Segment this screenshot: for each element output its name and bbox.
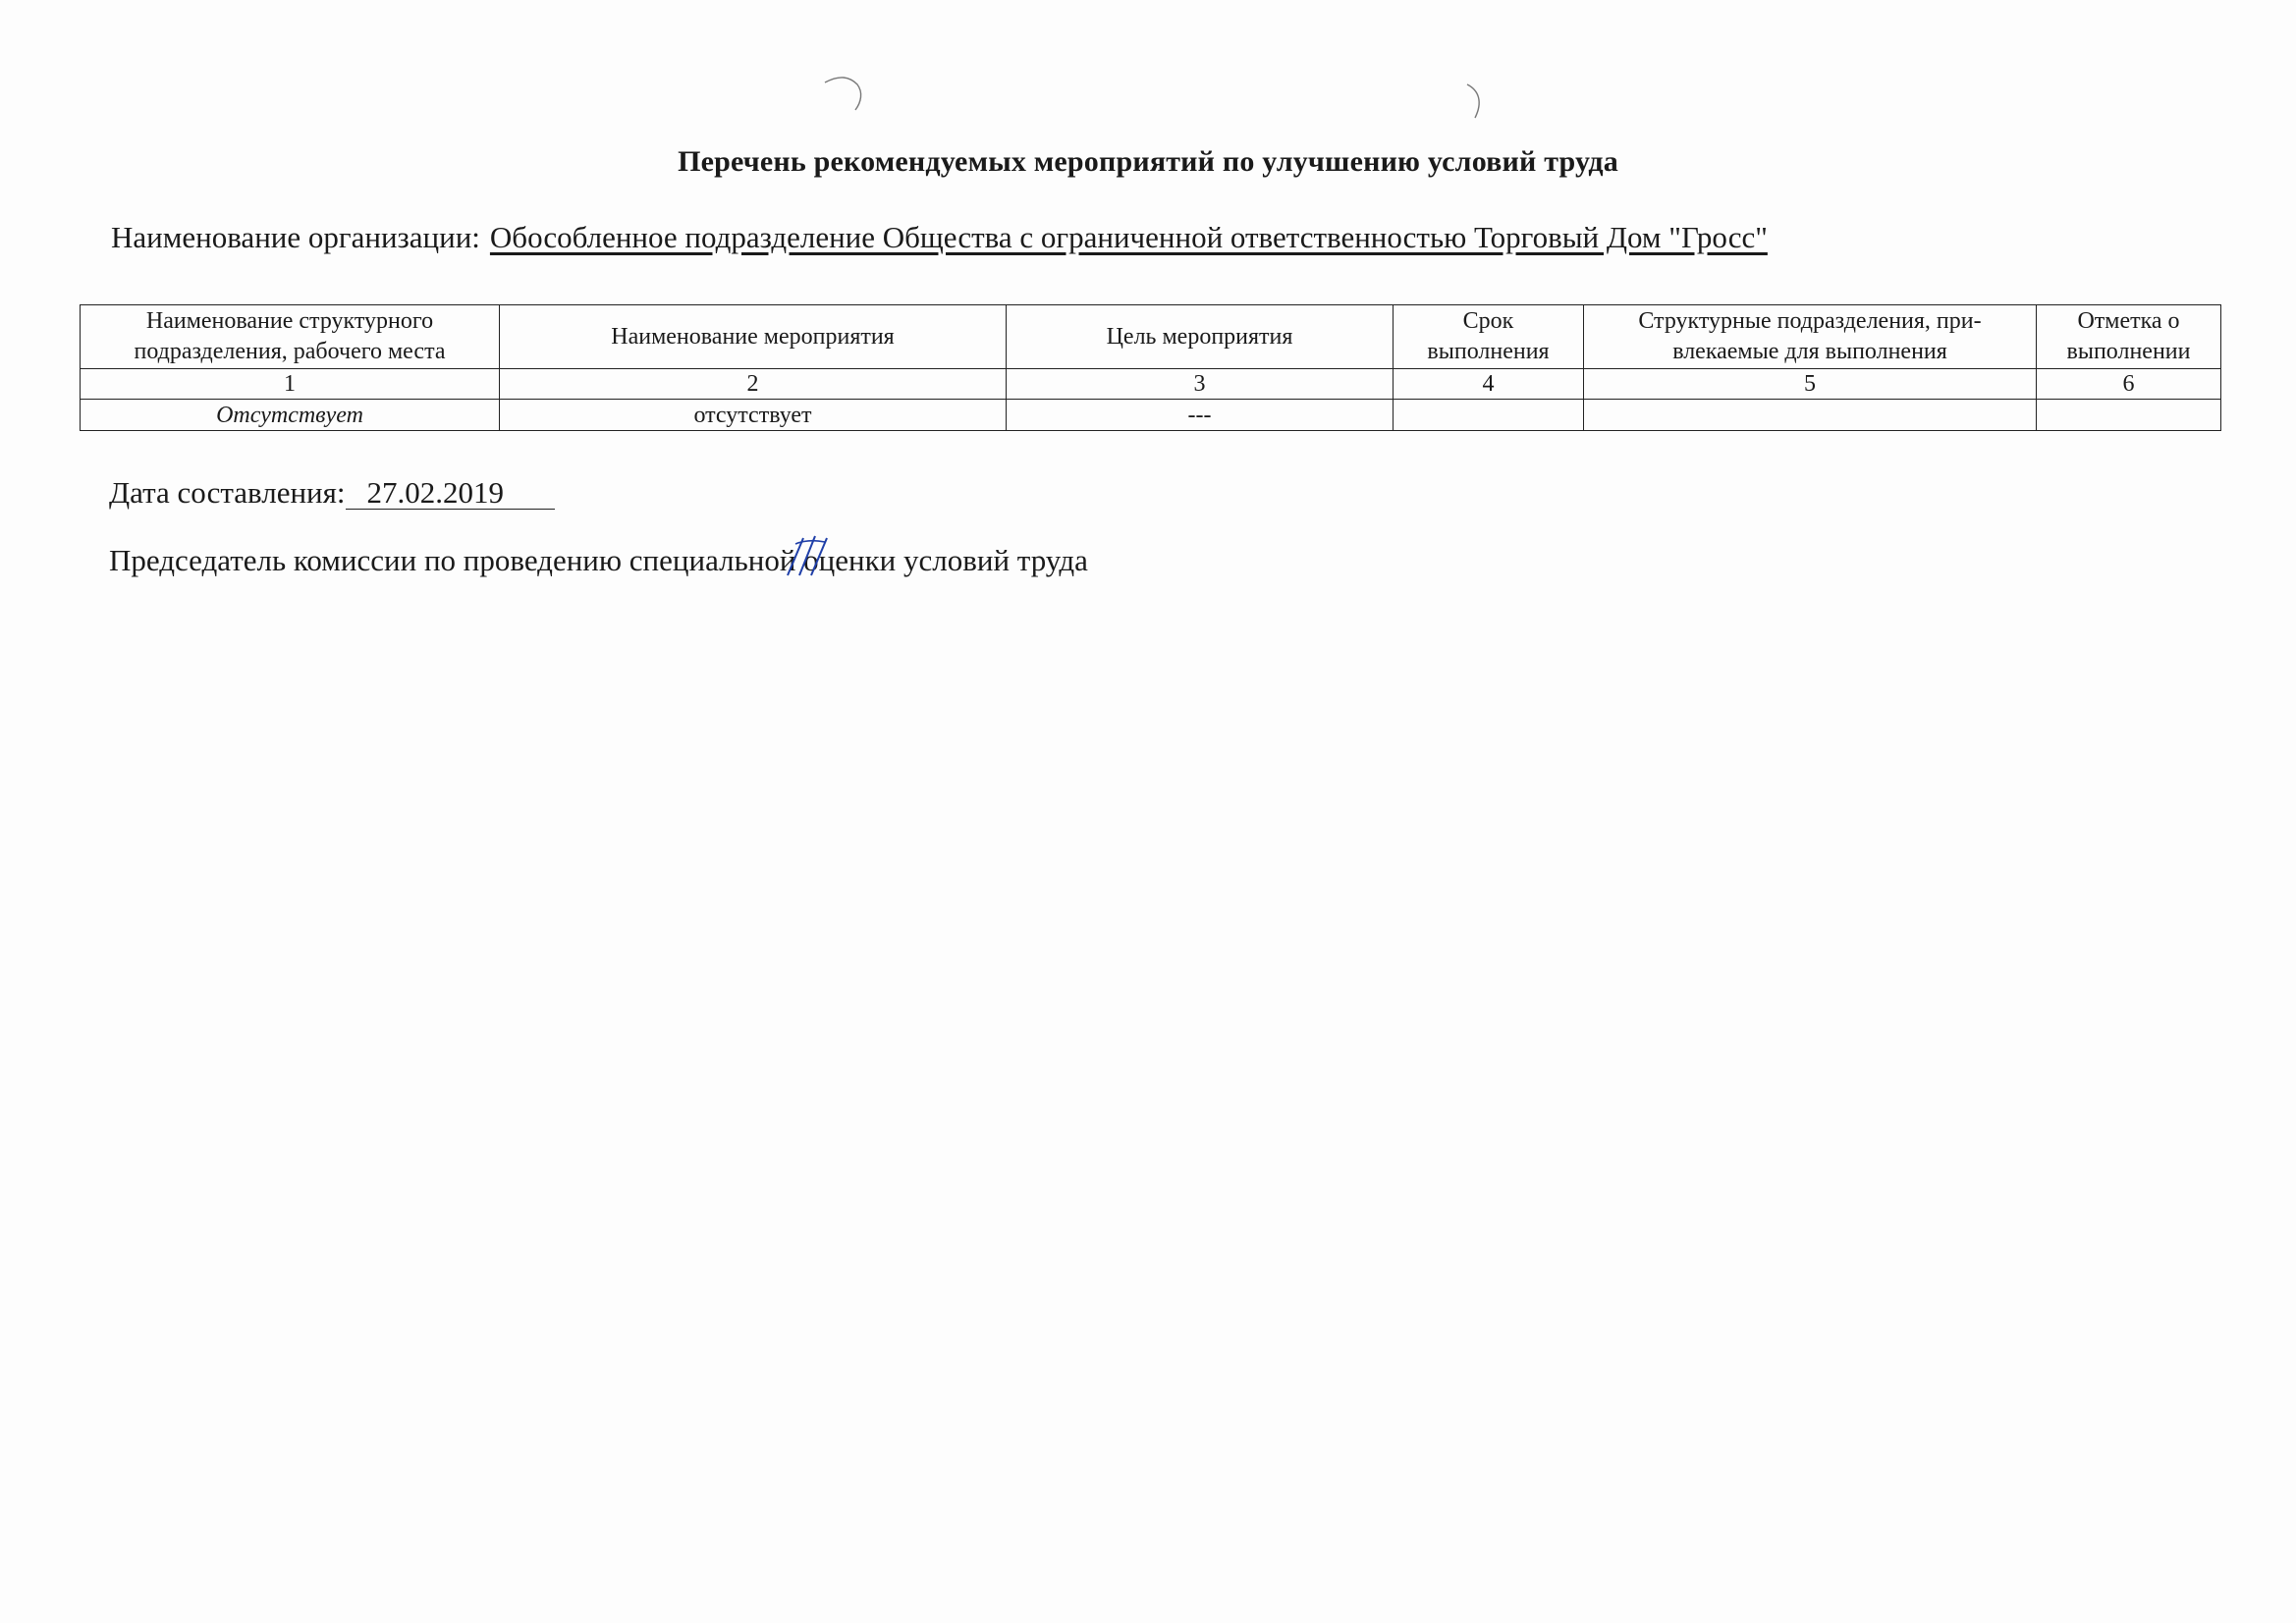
header-cell-completion: Отметка о выполнении xyxy=(2037,305,2221,369)
signature-mark xyxy=(782,530,841,579)
column-number: 4 xyxy=(1394,369,1584,400)
date-value: 27.02.2019 xyxy=(346,477,556,510)
organization-label: Наименование организации: xyxy=(111,220,480,254)
header-cell-deadline: Срок выполнения xyxy=(1394,305,1584,369)
column-number: 1 xyxy=(81,369,500,400)
header-cell-measure: Наименование мероприятия xyxy=(500,305,1007,369)
table-header-row xyxy=(81,305,2221,369)
cell-deadline xyxy=(1394,400,1584,431)
scan-mark-right xyxy=(1461,79,1491,123)
header-cell-unit: Наименование структурного подразделения, рабочего места xyxy=(81,305,500,369)
column-number: 2 xyxy=(500,369,1007,400)
column-number: 3 xyxy=(1007,369,1394,400)
cell-departments xyxy=(1584,400,2037,431)
column-number: 5 xyxy=(1584,369,2037,400)
document-title: Перечень рекомендуемых мероприятий по улучшению условий труда xyxy=(678,145,1618,178)
header-cell-goal: Цель мероприятия xyxy=(1007,305,1394,369)
column-number: 6 xyxy=(2037,369,2221,400)
chairman-line: Председатель комиссии по проведению специальной оценки условий труда xyxy=(109,543,1088,577)
cell-completion xyxy=(2037,400,2221,431)
cell-unit: Отсутствует xyxy=(81,400,500,431)
header-cell-departments: Структурные подразделения, при-влекаемые для выполнения xyxy=(1584,305,2037,369)
scan-mark-left xyxy=(820,71,869,115)
cell-measure: отсутствует xyxy=(500,400,1007,431)
date-line xyxy=(109,475,555,511)
measures-table xyxy=(80,304,2221,431)
column-number-row xyxy=(81,369,2221,400)
date-label: Дата составления: xyxy=(109,475,346,510)
organization-line xyxy=(111,220,1781,255)
table-row xyxy=(81,400,2221,431)
organization-value: Обособленное подразделение Общества с ограниченной ответственностью Торговый Дом "Гросс" xyxy=(489,220,1768,254)
cell-goal: --- xyxy=(1007,400,1394,431)
